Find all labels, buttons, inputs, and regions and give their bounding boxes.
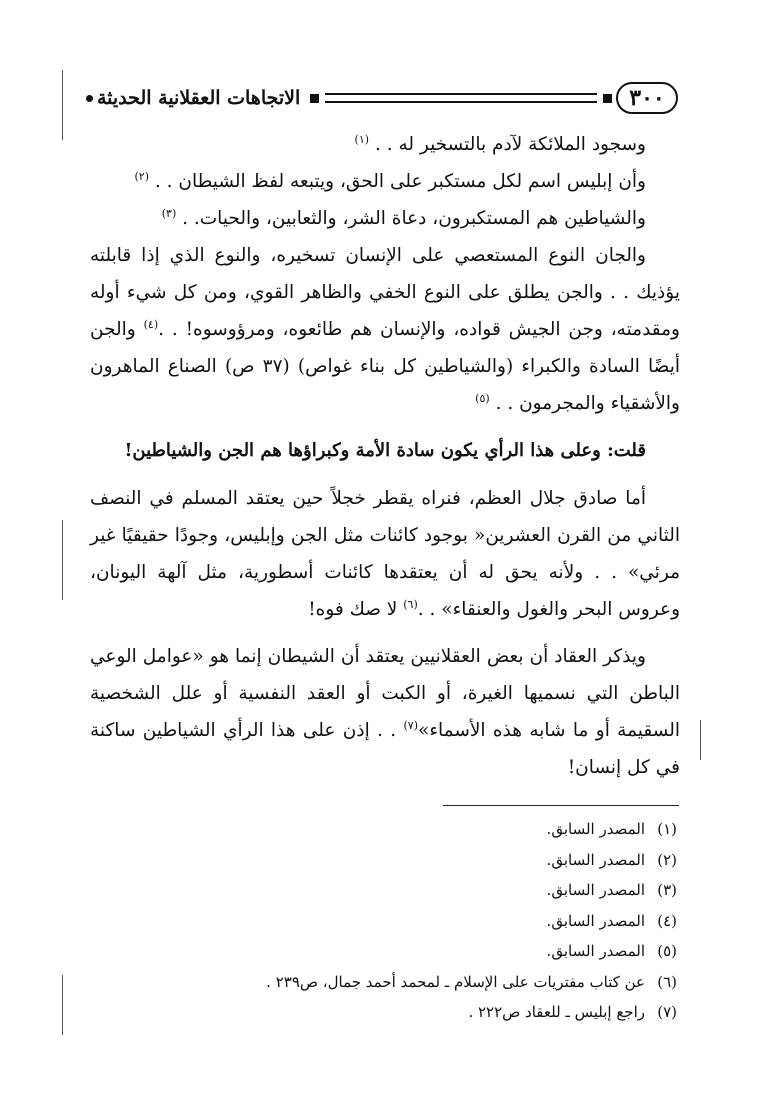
- footnote: [117, 997, 677, 1028]
- footnote-number: (٥): [657, 942, 677, 960]
- paragraph-text: أما صادق جلال العظم، فنراه يقطر خجلاً حين يعتقد المسلم في النصف الثاني من القرن العشرين« بوجود كائنات مثل الجن وإبليس، وجودًا حقيقيًا غير مرئي» . . ولأنه يحق له أن يعتقدها كائنات أسطورية، مثل آلهة اليونان، وعروس البحر والغول والعنقاء» . .: [90, 488, 680, 620]
- paragraph-text: ويذكر العقاد أن بعض العقلانيين يعتقد أن الشيطان إنما هو «عوامل الوعي الباطن التي نسميها الغيرة، أو الكبت أو العقد النفسية أو علل الشخصية السقيمة أو ما شابه هذه الأسماء»: [90, 646, 680, 741]
- footnote-ref: (١): [354, 132, 370, 146]
- footnote-ref: (٦): [403, 597, 418, 611]
- footnote-number: (٧): [657, 1003, 677, 1021]
- paragraph-text: والشياطين هم المستكبرون، دعاة الشر، والثعابين، والحيات. .: [182, 208, 646, 229]
- footnote-separator: [443, 805, 679, 806]
- header-square-ornament: [310, 94, 319, 103]
- page-header: [86, 78, 678, 118]
- footnote-text: عن كتاب مفتريات على الإسلام ـ لمحمد أحمد جمال، ص٢٣٩ .: [266, 972, 645, 991]
- footnote-ref: (٢): [134, 169, 149, 183]
- remark-heading: قلت: وعلى هذا الرأي يكون سادة الأمة وكبراؤها هم الجن والشياطين!: [124, 440, 646, 461]
- paragraph: [90, 237, 680, 422]
- footnote-text: المصدر السابق.: [546, 850, 645, 869]
- footnote-number: (٢): [657, 850, 677, 869]
- paragraph-text: وأن إبليس اسم لكل مستكبر على الحق، ويتبعه لفظ الشيطان . .: [154, 171, 646, 192]
- footnote-ref: (٣): [161, 206, 177, 220]
- footnote-number: (١): [657, 820, 677, 838]
- footnote-text: المصدر السابق.: [546, 911, 645, 930]
- footnote-text: المصدر السابق.: [546, 942, 645, 960]
- footnote-number: (٦): [657, 972, 677, 991]
- header-dot-ornament: [86, 95, 93, 102]
- footnote: [117, 845, 677, 876]
- footnotes: [117, 814, 677, 1028]
- running-book-title: الاتجاهات العقلانية الحديثة: [97, 87, 301, 109]
- paragraph: [90, 126, 680, 163]
- main-text: [90, 126, 680, 786]
- paragraph-text: وسجود الملائكة لآدم بالتسخير له . .: [374, 134, 646, 155]
- paragraph-text: لا صك فوه!: [308, 599, 404, 620]
- footnote-text: المصدر السابق.: [546, 820, 645, 838]
- footnote-ref: (٥): [475, 391, 490, 405]
- footnote: [117, 906, 677, 937]
- paragraph-text: . . إذن على هذا الرأي الشياطين ساكنة في كل إنسان!: [90, 720, 680, 778]
- scan-margin-line-bottom: [62, 975, 63, 1035]
- footnote-ref: (٤): [143, 317, 159, 331]
- footnote: [117, 936, 677, 967]
- scan-margin-line-right: [700, 720, 701, 760]
- footnote: [117, 967, 677, 998]
- scan-margin-line-top: [62, 70, 63, 140]
- footnote-number: (٣): [657, 881, 677, 899]
- footnote-text: المصدر السابق.: [546, 881, 645, 899]
- paragraph-text: والجان النوع المستعصي على الإنسان تسخيره، والنوع الذي إذا قابلته يؤذيك . . والجن يطلق على النوع الخفي والظاهر القوي، ومن كل شيء أوله ومقدمته، وجن الجيش قواده، والإنسان هم طائعوه، ومرؤوسوه! . .: [90, 245, 680, 340]
- paragraph: [90, 638, 680, 786]
- page-number: ٣٠٠: [616, 82, 678, 114]
- footnote: [117, 814, 677, 845]
- paragraph: [90, 163, 680, 200]
- header-square-ornament: [603, 94, 612, 103]
- footnote: [117, 875, 677, 906]
- paragraph-text: والجن أيضًا السادة والكبراء (والشياطين كل بناء غواص) (٣٧ ص) الصناع الماهرون والأشقياء والمجرمون . .: [90, 319, 680, 414]
- footnote-text: راجع إبليس ـ للعقاد ص٢٢٢ .: [468, 1003, 645, 1021]
- paragraph: [90, 480, 680, 628]
- scan-margin-line-mid: [62, 520, 63, 600]
- paragraph: [90, 200, 680, 237]
- footnote-number: (٤): [657, 911, 677, 930]
- footnote-ref: (٧): [403, 718, 418, 732]
- header-double-rule: [325, 93, 597, 103]
